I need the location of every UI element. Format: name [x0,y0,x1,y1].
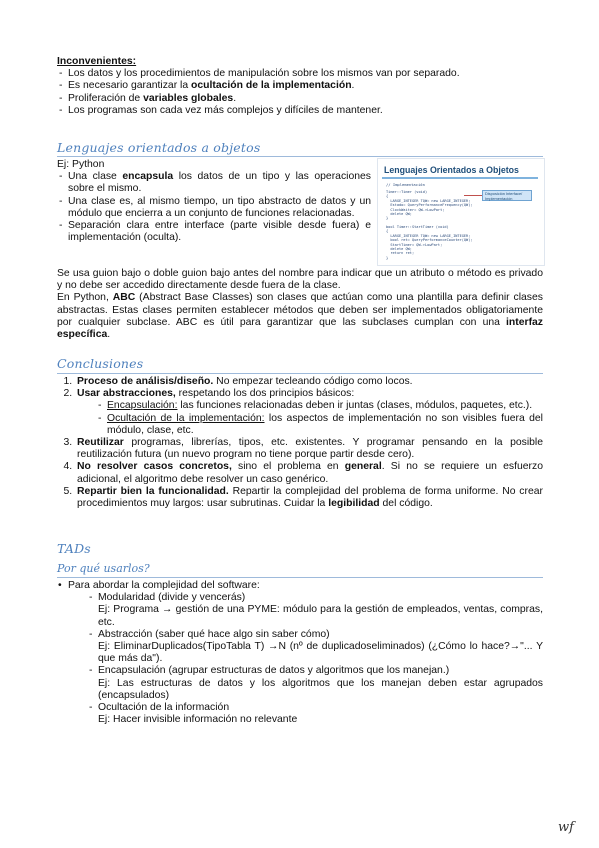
section-divider [57,577,543,578]
list-item: - Los programas son cada vez más complejos y difíciles de mantener. [57,105,543,117]
lenguajes-paragraphs [57,268,543,341]
thumbnail-code-top: Timer::Timer (void) { LARGE_INTEGER TQW= new LARGE_INTEGER; Estado= QueryPerformanceFrequency(QW); ClockWaiter= QW->LowPart; delete QW; } [386,190,473,221]
handwritten-signature: wf [558,820,574,835]
abc-paragraph: En Python, ABC (Abstract Base Classes) son clases que actúan como una plantilla para definir clases abstractas. Estas clases permiten establecer métodos que deben ser implementados obligatoriamente por cualquier subclase. ABC es útil para garantizar que las subclases cumplan con una interfaz específica. [57,292,543,341]
tads-subheading: Por qué usarlos? [57,562,150,575]
example-label: Ej: Python [57,159,105,170]
list-item: - Encapsulación (agrupar estructuras de datos y algoritmos que los manejan.) Ej: Las estructuras de datos y los algoritmos que los manejan deben estar agrupados (encapsulados) [86,665,543,702]
list-item: - Ocultación de la implementación: los aspectos de implementación no son visibles fuera del módulo, clase, etc. [95,413,543,437]
tads-list [57,580,543,726]
slide-thumbnail [377,158,545,266]
lenguajes-left-column [57,159,371,244]
inconvenientes-section [57,56,543,117]
list-item: 1. Proceso de análisis/diseño. No empezar tecleando código como locos. [75,376,543,388]
inconvenientes-heading: Inconvenientes: [57,56,137,67]
list-item: - Encapsulación: las funciones relacionadas deben ir juntas (clases, módulos, paquetes, etc.). [95,400,543,412]
list-item: - Abstracción (saber qué hace algo sin saber cómo) Ej: EliminarDuplicados(TipoTabla T) →N (nº de duplicadoseliminados) (¿Cómo lo hace?→"... Y que más da"). [86,629,543,666]
list-item: 2. Usar abstracciones, respetando los dos principios básicos: - Encapsulación: las funciones relacionadas deben ir juntas (clases, módulos, paquetes, etc.). - Ocultación de la implementación: los aspectos de implementación no son visibles fuera del módulo, clase, etc. [75,388,543,437]
tads-reasons [68,592,543,726]
private-attributes-paragraph: Se usa guion bajo o doble guion bajo antes del nombre para indicar que un atributo o método es privado y no debe ser accedido directamente desde fuera de la clase. [57,268,543,292]
list-item: - Separación clara entre interface (parte visible desde fuera) e implementación (oculta). [57,220,371,244]
list-item: - Modularidad (divide y vencerás) Ej: Programa → gestión de una PYME: módulo para la gestión de empleados, ventas, compras, etc. [86,592,543,629]
thumbnail-underline [382,177,538,179]
thumbnail-title: Lenguajes Orientados a Objetos [384,165,519,175]
list-item: - Una clase es, al mismo tiempo, un tipo abstracto de datos y un módulo que encierra a un conjunto de funciones relacionadas. [57,196,371,220]
thumbnail-code-bottom: bool Timer::StartTimer (void) { LARGE_INTEGER TQW= new LARGE_INTEGER; bool ret= QueryPerformanceCounter(QW); StartTimer= QW->LowPart; delete QW; return ret; } [386,225,473,260]
section-divider [57,156,543,157]
list-item: - Ocultación de la información Ej: Hacer invisible información no relevante [86,702,543,726]
list-item: - Los datos y los procedimientos de manipulación sobre los mismos van por separado. [57,68,543,80]
thumbnail-label: // Implementación [386,182,425,187]
list-item: 3. Reutilizar programas, librerías, tipos, etc. existentes. Y programar pensando en la posible reutilización futura (un nuevo program no tiene porque partir desde cero). [75,437,543,461]
conclusiones-list [57,376,543,510]
tads-heading: TADs [57,541,91,556]
abstraction-principles [77,400,543,437]
list-item: - Es necesario garantizar la ocultación de la implementación. [57,80,543,92]
lenguajes-list [57,171,371,244]
list-item: 5. Repartir bien la funcionalidad. Repartir la complejidad del problema de forma uniforme. No crear procedimientos muy largos: usar subrutinas. Cuidar la legibilidad del código. [75,486,543,510]
thumbnail-arrow [464,195,482,196]
list-item: 4. No resolver casos concretos, sino el problema en general. Si no se requiere un esfuerzo adicional, el algoritmo debe resolver un caso genérico. [75,461,543,485]
tads-section [57,580,543,726]
list-item: - Proliferación de variables globales. [57,93,543,105]
conclusiones-heading: Conclusiones [57,356,144,371]
list-item: - Una clase encapsula los datos de un tipo y las operaciones sobre el mismo. [57,171,371,195]
list-item: • Para abordar la complejidad del software: - Modularidad (divide y vencerás) Ej: Programa → gestión de una PYME: módulo para la gestión de empleados, ventas, compras, etc. - Abstracción (saber qué hace algo sin saber cómo) Ej: EliminarDuplicados(TipoTabla T) →N (nº de duplicadoseliminados) (¿Cómo lo hace?→"... Y que más da"). - Encapsulación (agrupar estructuras de datos y algoritmos que los manejan.) Ej: Las estructuras de datos y los algoritmos que los manejan deben estar agrupados (encapsulados) - Ocultación de la información Ej: Hacer invisible información no relevante [57,580,543,726]
lenguajes-heading: Lenguajes orientados a objetos [57,140,261,155]
section-divider [57,373,543,374]
conclusiones-section [57,376,543,510]
thumbnail-callout: Disposición Interface/ Implementación [482,190,532,201]
inconvenientes-list [57,68,543,117]
